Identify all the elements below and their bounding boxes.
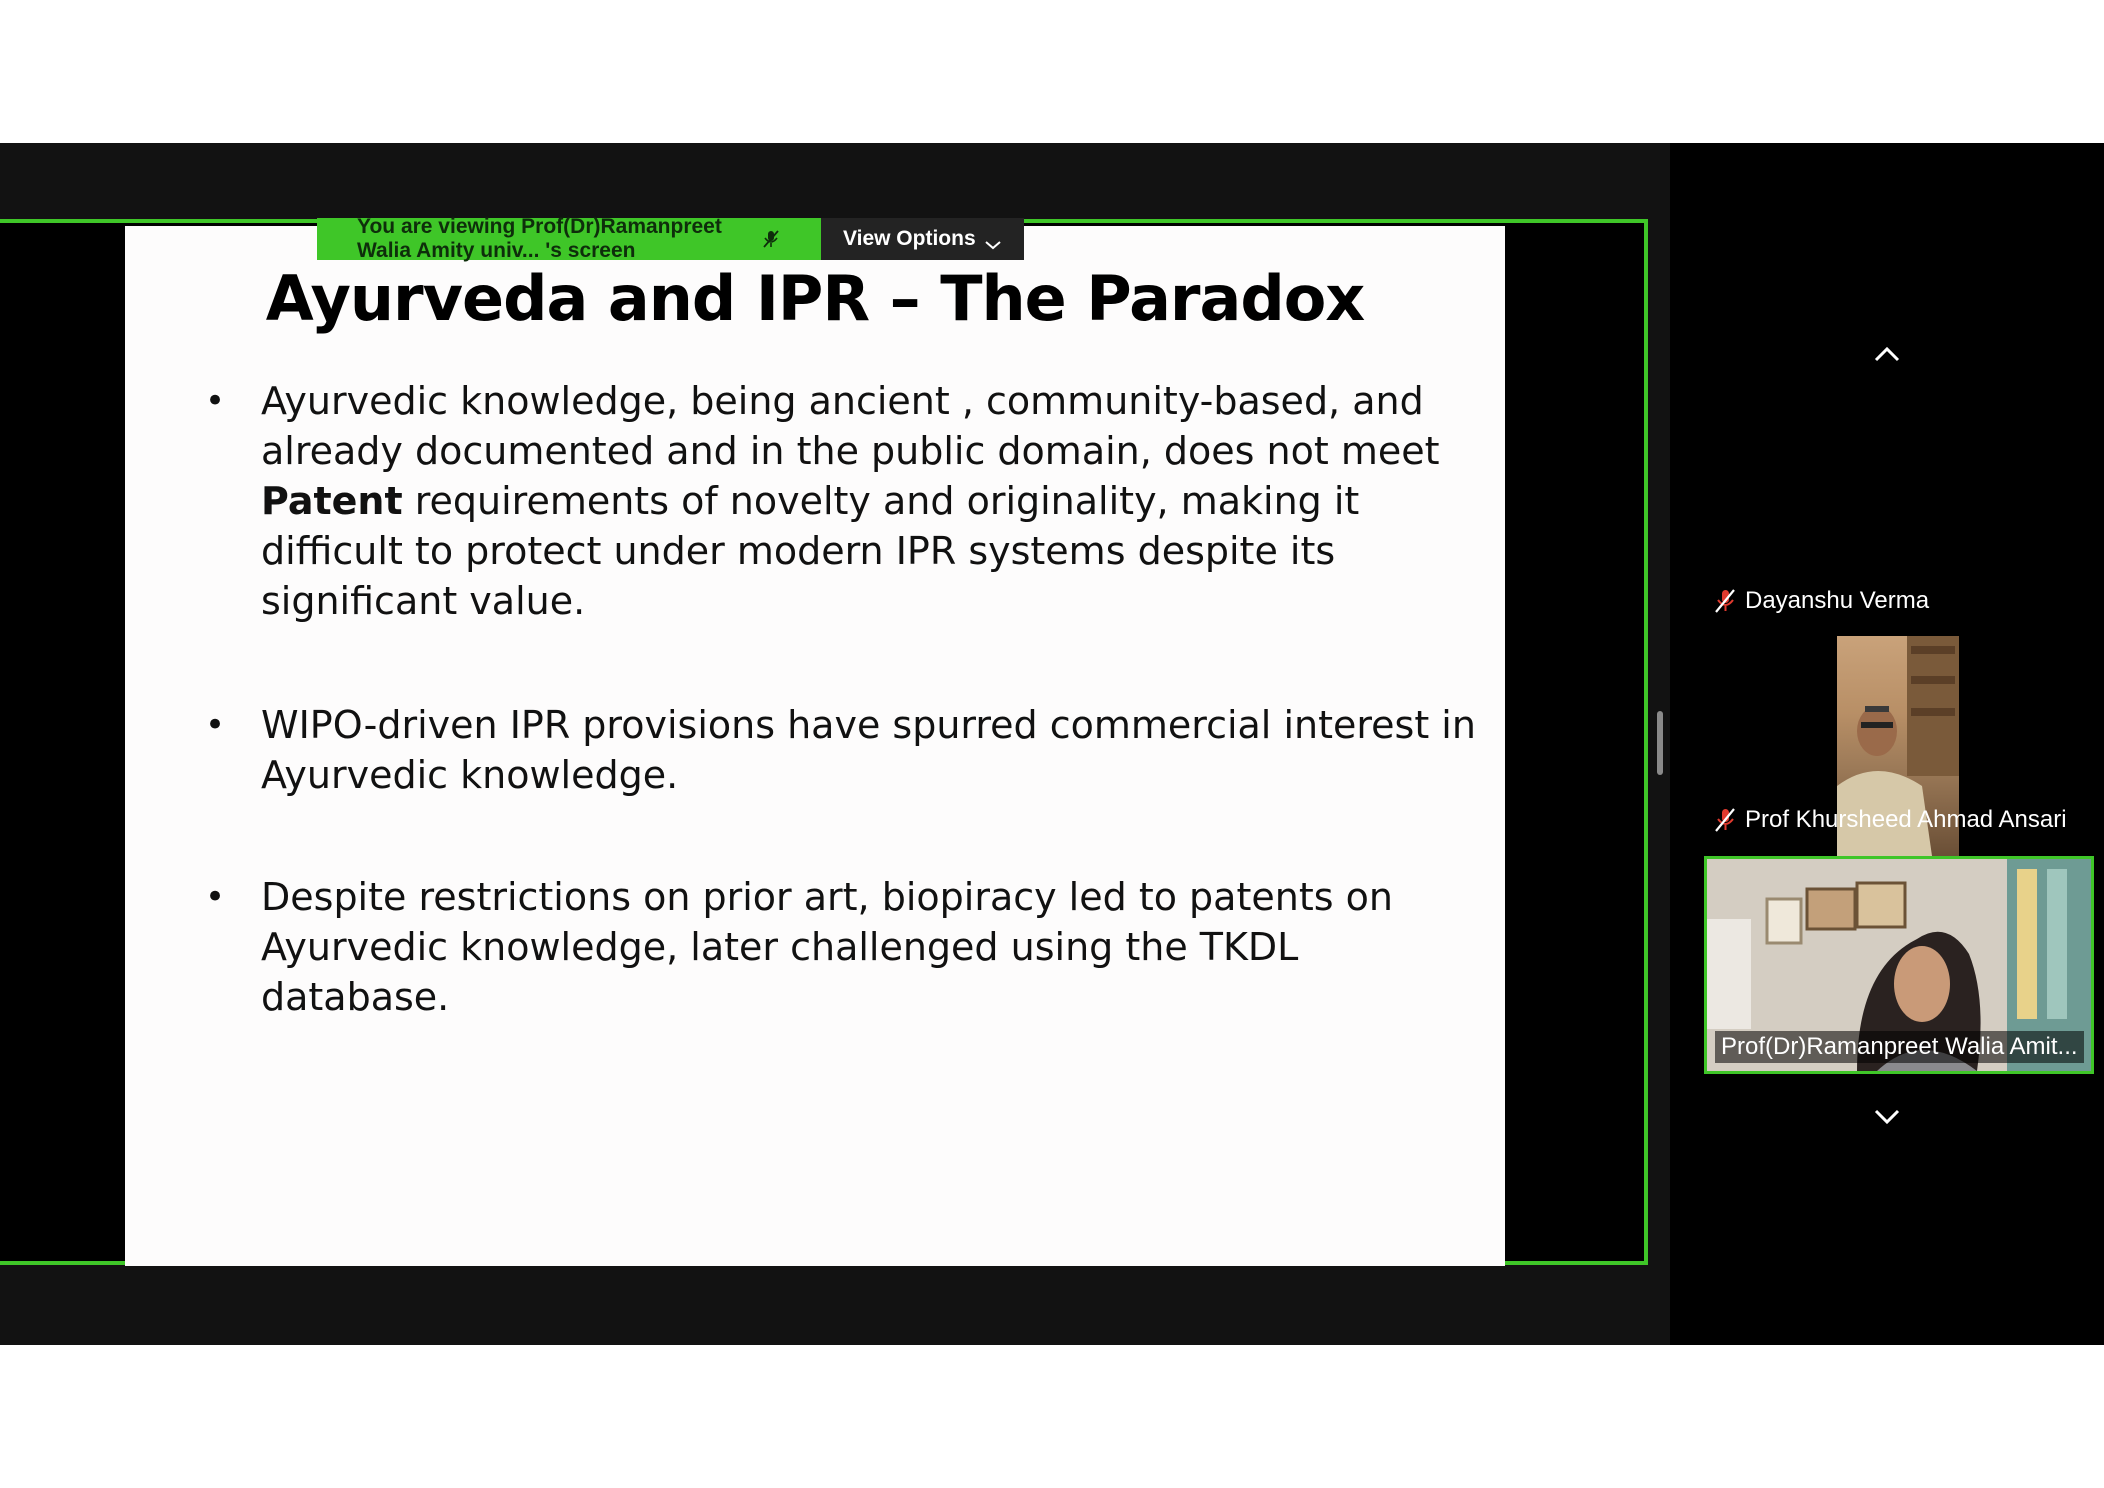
chevron-down-icon	[984, 233, 1002, 245]
participant-name: Prof Khursheed Ahmad Ansari	[1745, 806, 2067, 833]
chevron-up-icon	[1872, 344, 1902, 364]
active-speaker-tile[interactable]	[1704, 856, 2094, 1074]
bullet-text: WIPO-driven IPR provisions have spurred commercial interest in Ayurvedic knowledge.	[261, 703, 1476, 797]
chevron-down-icon	[1872, 1107, 1902, 1127]
muted-mic-icon	[1713, 588, 1737, 614]
bullet-marker: •	[205, 381, 226, 421]
view-options-label: View Options	[843, 227, 976, 250]
bullet-marker: •	[205, 877, 226, 917]
viewing-text: You are viewing Prof(Dr)Ramanpreet Walia Amity univ... 's screen	[357, 215, 722, 262]
slide-title: Ayurveda and IPR – The Paradox	[265, 262, 1365, 335]
slide-bullet-3	[205, 872, 1485, 1022]
view-options-button[interactable]	[821, 218, 1024, 260]
participant-name: Dayanshu Verma	[1745, 587, 1930, 614]
bullet-text-cont: requirements of novelty and originality, making it difficult to protect under modern IPR systems despite its significant value.	[261, 479, 1360, 623]
bullet-marker: •	[205, 705, 226, 745]
meeting-window	[0, 143, 2104, 1345]
scroll-up-button[interactable]	[1670, 344, 2104, 384]
slide-bullet-1	[205, 376, 1485, 626]
viewing-notice	[317, 215, 821, 262]
bullet-text: Despite restrictions on prior art, biopiracy led to patents on Ayurvedic knowledge, later challenged using the TKDL database.	[261, 875, 1393, 1019]
active-speaker-name: Prof(Dr)Ramanpreet Walia Amit...	[1715, 1031, 2084, 1063]
shared-screen-frame	[0, 219, 1648, 1265]
panel-resize-handle[interactable]	[1657, 711, 1663, 775]
bullet-text: Ayurvedic knowledge, being ancient , community-based, and already documented and in the public domain, does not meet	[261, 379, 1440, 473]
scroll-down-button[interactable]	[1670, 1107, 2104, 1147]
screen-share-banner	[317, 215, 1024, 262]
muted-mic-icon	[1713, 807, 1737, 833]
slide-bullet-list	[205, 376, 1485, 1022]
muted-mic-icon	[761, 229, 781, 249]
presentation-slide	[125, 226, 1505, 1266]
slide-bullet-2	[205, 700, 1485, 800]
participants-panel	[1670, 143, 2104, 1345]
bullet-bold-text: Patent	[261, 479, 403, 523]
participant-name-tag	[1713, 806, 2067, 834]
participant-name-tag	[1713, 587, 1929, 615]
